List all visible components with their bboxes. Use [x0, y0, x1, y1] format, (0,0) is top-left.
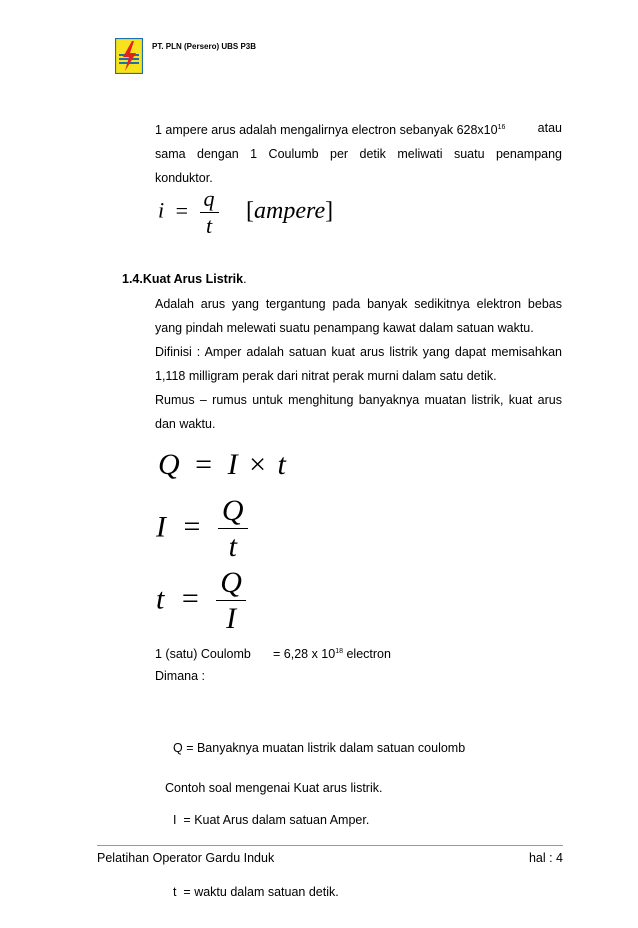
formula-time-eq: = [181, 582, 199, 616]
formula-charge-eq: = [195, 448, 213, 481]
formula-charge-op: × [249, 448, 267, 481]
footer-title: Pelatihan Operator Gardu Induk [97, 851, 275, 865]
formula-current-numerator: q [203, 186, 215, 211]
formula-current-unit-text: ampere [254, 197, 326, 224]
formula-current-2-fraction [218, 494, 248, 565]
coulomb-unit: electron [346, 647, 391, 662]
section-p2-line2: 1,118 milligram perak dari nitrat perak murni dalam satu detik. [155, 369, 497, 383]
formula-current-2 [156, 494, 248, 565]
company-name: PT. PLN (Persero) UBS P3B [152, 42, 257, 51]
section-p1-line1: Adalah arus yang tergantung pada banyak sedikitnya elektron bebas [155, 297, 562, 311]
section-title: Kuat Arus Listrik [142, 272, 244, 286]
formula-current [158, 186, 333, 239]
example-heading: Contoh soal mengenai Kuat arus listrik. [165, 781, 383, 795]
formula-charge-lhs: Q [158, 448, 180, 481]
formula-charge-b: t [277, 448, 286, 481]
formula-current-eq: = [175, 197, 189, 223]
intro-text-b: atau [537, 121, 562, 135]
dimana-item-i: I = Kuat Arus dalam satuan Amper. [173, 813, 370, 827]
dimana-item-t: t = waktu dalam satuan detik. [173, 885, 339, 899]
footer-divider [97, 845, 563, 846]
section-p3-line1: Rumus – rumus untuk menghitung banyaknya muatan listrik, kuat arus [155, 393, 562, 407]
intro-text-a: 1 ampere arus adalah mengalirnya electron sebanyak 628x10 [155, 123, 498, 138]
coulomb-value: = 6,28 x 10 [273, 647, 336, 662]
formula-current-denominator: t [200, 212, 219, 239]
formula-current-2-eq: = [183, 510, 201, 544]
section-number: 1.4. [122, 272, 143, 286]
section-p1-line2: yang pindah melewati suatu penampang kawat dalam satuan waktu. [155, 321, 534, 335]
pln-logo-icon [115, 38, 143, 74]
formula-time-denominator: I [216, 600, 246, 637]
section-heading [122, 270, 247, 288]
formula-charge-a: I [227, 448, 238, 481]
formula-current-2-lhs: I [156, 510, 166, 544]
formula-current-2-numerator: Q [221, 494, 244, 527]
formula-time-numerator: Q [220, 566, 242, 599]
formula-current-fraction [200, 186, 219, 239]
formula-current-2-denominator: t [218, 528, 248, 565]
formula-current-unit: [ampere] [246, 197, 334, 224]
coulomb-line [155, 640, 391, 666]
formula-time-fraction [216, 566, 246, 637]
intro-exponent: 16 [497, 124, 506, 131]
section-p2-line1: Difinisi : Amper adalah satuan kuat arus listrik yang dapat memisahkan [155, 345, 562, 359]
coulomb-label: 1 (satu) Coulomb [155, 647, 251, 662]
section-p3-line2: dan waktu. [155, 417, 216, 431]
page-number: hal : 4 [528, 851, 563, 865]
coulomb-exponent: 18 [335, 648, 343, 655]
intro-line-2: sama dengan 1 Coulumb per detik meliwati suatu penampang [155, 147, 562, 162]
section-title-suffix: . [243, 272, 247, 286]
intro-line-3: konduktor. [155, 171, 213, 186]
intro-paragraph [155, 116, 562, 190]
dimana-label: Dimana : [155, 669, 206, 683]
formula-charge [158, 448, 286, 482]
formula-time-lhs: t [156, 582, 165, 616]
dimana-list [173, 688, 465, 928]
formula-current-lhs: i [158, 197, 165, 223]
formula-time [156, 566, 246, 637]
dimana-item-q: Q = Banyaknya muatan listrik dalam satuan coulomb [173, 741, 466, 755]
section-body [155, 292, 562, 436]
intro-line-1 [155, 116, 562, 142]
